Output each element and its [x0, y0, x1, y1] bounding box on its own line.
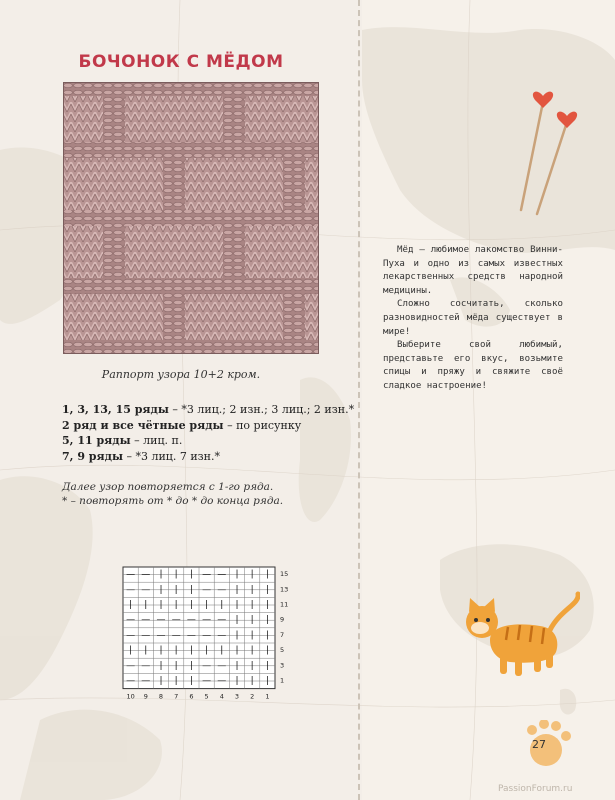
- chart-stitch-symbol: —: [202, 660, 212, 671]
- chart-row-number: 9: [280, 615, 285, 624]
- sidebar-paragraph: Выберите свой любимый, представьте его вкус, возьмите спицы и пряжу и свяжите своё сладкое настроение!: [383, 340, 563, 391]
- chart-stitch-symbol: —: [171, 630, 181, 641]
- cat-illustration: [460, 590, 580, 680]
- chart-stitch-symbol: —: [217, 584, 227, 595]
- pattern-caption: Раппорт узора 10+2 кром.: [101, 368, 261, 381]
- chart-stitch-symbol: —: [141, 676, 151, 686]
- chart-stitch-symbol: |: [265, 676, 269, 686]
- chart-row-number: 13: [280, 585, 289, 594]
- chart-stitch-symbol: |: [159, 676, 163, 686]
- chart-stitch-symbol: |: [235, 615, 239, 626]
- chart-row-number: 11: [280, 600, 289, 609]
- page-title: БОЧОНОК С МЁДОМ: [78, 52, 284, 72]
- chart-stitch-symbol: |: [144, 600, 148, 610]
- sidebar-paragraph: Сложно сосчитать, сколько разновидностей мёда существует в мире!: [383, 299, 563, 337]
- chart-stitch-symbol: |: [235, 569, 239, 580]
- chart-stitch-symbol: |: [265, 630, 269, 641]
- dashed-divider: [358, 0, 360, 800]
- chart-stitch-symbol: |: [250, 660, 254, 671]
- chart-stitch-symbol: —: [202, 584, 212, 595]
- chart-stitch-symbol: |: [205, 645, 209, 656]
- note-repeat: Далее узор повторяется с 1-го ряда.: [62, 481, 274, 493]
- chart-stitch-symbol: —: [217, 676, 227, 686]
- chart-stitch-symbol: —: [126, 615, 136, 626]
- chart-column-number: 8: [158, 692, 164, 701]
- chart-stitch-symbol: |: [265, 660, 269, 671]
- chart-stitch-symbol: |: [174, 600, 178, 610]
- chart-column-number: 5: [204, 692, 209, 701]
- chart-stitch-symbol: |: [174, 645, 178, 656]
- chart-stitch-symbol: |: [235, 660, 239, 671]
- chart-stitch-symbol: —: [156, 615, 166, 626]
- chart-column-number: 10: [126, 692, 135, 701]
- knitting-needles-icon: [515, 90, 585, 220]
- chart-stitch-symbol: |: [159, 569, 163, 580]
- chart-stitch-symbol: —: [156, 630, 166, 641]
- chart-column-number: 2: [250, 692, 255, 701]
- chart-column-number: 6: [189, 692, 194, 701]
- chart-stitch-symbol: |: [159, 584, 163, 595]
- chart-stitch-symbol: —: [202, 569, 212, 580]
- chart-column-number: 7: [174, 692, 179, 701]
- chart-stitch-symbol: —: [141, 660, 151, 671]
- chart-stitch-symbol: |: [159, 660, 163, 671]
- chart-stitch-symbol: |: [174, 569, 178, 580]
- chart-column-number: 3: [234, 692, 240, 701]
- chart-stitch-symbol: |: [250, 676, 254, 686]
- chart-stitch-symbol: —: [126, 569, 136, 580]
- chart-stitch-symbol: |: [174, 676, 178, 686]
- knitting-chart: [118, 562, 298, 702]
- chart-stitch-symbol: —: [217, 630, 227, 641]
- chart-stitch-symbol: —: [141, 569, 151, 580]
- chart-stitch-symbol: |: [174, 660, 178, 671]
- chart-stitch-symbol: |: [235, 584, 239, 595]
- chart-row-number: 15: [280, 570, 289, 579]
- chart-stitch-symbol: |: [159, 600, 163, 610]
- chart-stitch-symbol: |: [250, 584, 254, 595]
- chart-row-number: 1: [280, 676, 285, 685]
- chart-stitch-symbol: |: [129, 645, 133, 656]
- chart-stitch-symbol: |: [174, 584, 178, 595]
- chart-stitch-symbol: |: [220, 645, 224, 656]
- note-asterisk: * – повторять от * до * до конца ряда.: [62, 495, 284, 507]
- chart-stitch-symbol: —: [171, 615, 181, 626]
- chart-stitch-symbol: —: [217, 615, 227, 626]
- row-instruction: 2 ряд и все чётные ряды – по рисунку: [62, 418, 302, 432]
- knit-sample-photo: [63, 82, 319, 354]
- chart-stitch-symbol: |: [235, 630, 239, 641]
- chart-stitch-symbol: —: [217, 569, 227, 580]
- chart-stitch-symbol: |: [250, 645, 254, 656]
- row-instruction: 1, 3, 13, 15 ряды – *3 лиц.; 2 изн.; 3 лиц.; 2 изн.*: [62, 403, 355, 416]
- chart-column-number: 4: [219, 692, 224, 701]
- chart-stitch-symbol: |: [189, 569, 193, 580]
- chart-stitch-symbol: |: [129, 600, 133, 610]
- chart-stitch-symbol: |: [189, 600, 193, 610]
- chart-stitch-symbol: |: [250, 615, 254, 626]
- sidebar-paragraph: Мёд – любимое лакомство Винни-Пуха и одно из самых известных лекарственных средств народной медицины.: [383, 245, 563, 296]
- sidebar-text: [383, 244, 563, 394]
- chart-stitch-symbol: —: [202, 630, 212, 641]
- chart-stitch-symbol: |: [159, 645, 163, 656]
- chart-row-number: 3: [280, 661, 285, 670]
- chart-stitch-symbol: —: [186, 615, 196, 626]
- row-instructions: [62, 402, 354, 464]
- chart-stitch-symbol: —: [126, 630, 136, 641]
- chart-stitch-symbol: |: [189, 676, 193, 686]
- chart-row-number: 5: [280, 646, 285, 655]
- chart-stitch-symbol: |: [144, 645, 148, 656]
- chart-stitch-symbol: —: [186, 630, 196, 641]
- chart-stitch-symbol: |: [205, 600, 209, 610]
- chart-stitch-symbol: |: [189, 660, 193, 671]
- knit-texture-image: [63, 82, 319, 354]
- chart-stitch-symbol: —: [141, 584, 151, 595]
- row-instruction: 7, 9 ряды – *3 лиц. 7 изн.*: [62, 449, 221, 463]
- watermark: PassionForum.ru: [498, 784, 573, 794]
- chart-stitch-symbol: |: [235, 600, 239, 610]
- chart-stitch-symbol: |: [220, 600, 224, 610]
- chart-stitch-symbol: —: [126, 584, 136, 595]
- chart-column-number: 9: [143, 692, 148, 701]
- chart-stitch-symbol: |: [250, 569, 254, 580]
- row-instruction: 5, 11 ряды – лиц. п.: [62, 434, 183, 447]
- chart-row-number: 7: [280, 630, 285, 639]
- chart-stitch-symbol: —: [126, 660, 136, 671]
- chart-stitch-symbol: |: [189, 645, 193, 656]
- chart-stitch-symbol: —: [141, 615, 151, 626]
- chart-column-number: 1: [265, 692, 270, 701]
- chart-stitch-symbol: —: [126, 676, 136, 686]
- chart-stitch-symbol: —: [202, 615, 212, 626]
- chart-stitch-symbol: |: [265, 615, 269, 626]
- page-number: 27: [532, 738, 546, 751]
- chart-stitch-symbol: |: [265, 584, 269, 595]
- pattern-notes: [62, 480, 283, 508]
- chart-stitch-symbol: —: [141, 630, 151, 641]
- chart-stitch-symbol: |: [265, 645, 269, 656]
- chart-stitch-symbol: |: [189, 584, 193, 595]
- chart-stitch-symbol: |: [265, 600, 269, 610]
- chart-stitch-symbol: |: [265, 569, 269, 580]
- chart-stitch-symbol: |: [235, 676, 239, 686]
- chart-stitch-symbol: |: [235, 645, 239, 656]
- chart-stitch-symbol: |: [250, 600, 254, 610]
- chart-stitch-symbol: —: [202, 676, 212, 686]
- chart-stitch-symbol: |: [250, 630, 254, 641]
- chart-stitch-symbol: —: [217, 660, 227, 671]
